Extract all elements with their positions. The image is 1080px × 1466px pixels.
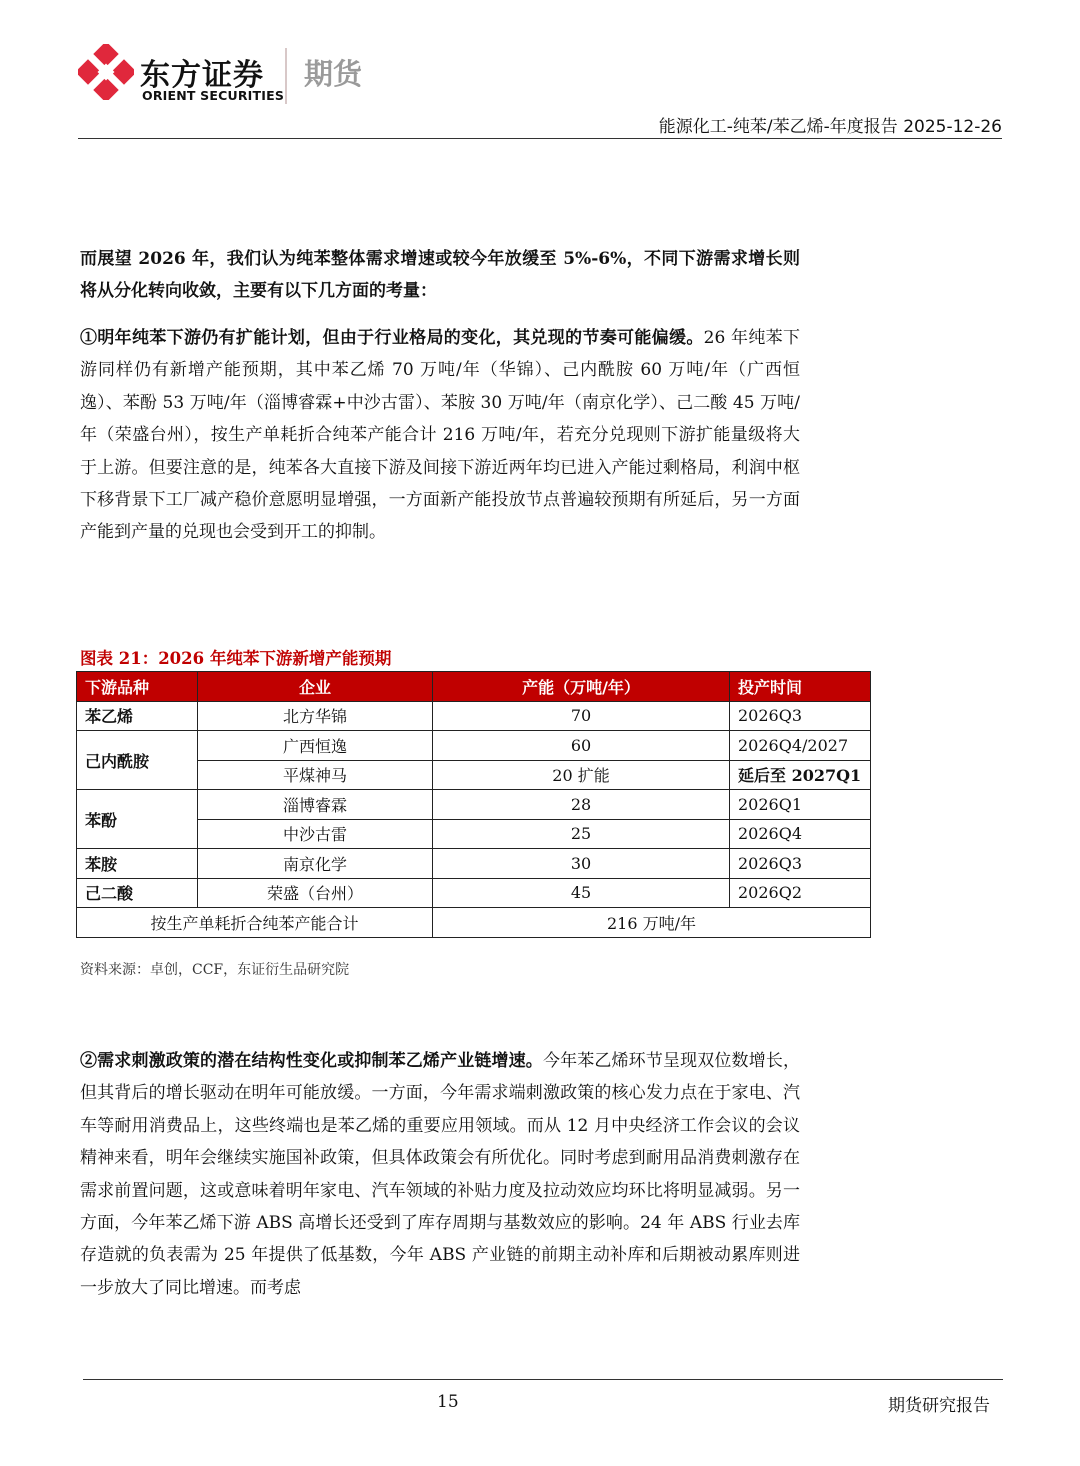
point2-body: 今年苯乙烯环节呈现双位数增长，但其背后的增长驱动在明年可能放缓。一方面，今年需求端刺激政策的核心发力点在于家电、汽车等耐用消费品上，这些终端也是苯乙烯的重要应用领域。而从 12 月中央经济工作会议的会议精神来看，明年会继续实施国补政策，但具体政策会有所优化。同时考虑到耐用品消费刺激存在需求前置问题，这或意味着明年家电、汽车领域的补贴力度及拉动效应均环比将明显减弱。另一方面，今年苯乙烯下游 ABS 高增长还受到了库存周期与基数效应的影响。24 年 ABS 行业去库存造就的负表需为 25 年提供了低基数，今年 ABS 产业链的前期主动补库和后期被动累库则进一步放大了同比增速。而考虑 bbox=[80, 1051, 801, 1298]
cell-capacity: 60 bbox=[433, 731, 730, 761]
report-title-line: 能源化工-纯苯/苯乙烯-年度报告 2025-12-26 bbox=[658, 117, 1002, 137]
brand-logo-icon bbox=[78, 44, 134, 100]
cell-capacity: 30 bbox=[433, 849, 730, 879]
cell-capacity: 45 bbox=[433, 878, 730, 908]
cell-category: 苯酚 bbox=[77, 790, 198, 849]
table-total-row bbox=[77, 908, 871, 938]
point2-lead: ②需求刺激政策的潜在结构性变化或抑制苯乙烯产业链增速。 bbox=[80, 1051, 543, 1071]
table-header-category: 下游品种 bbox=[77, 672, 198, 702]
page-number: 15 bbox=[437, 1392, 459, 1412]
brand-name-cn: 东方证券 bbox=[140, 58, 264, 93]
cell-capacity: 28 bbox=[433, 790, 730, 820]
table-row bbox=[77, 790, 871, 820]
intro-text: 而展望 2026 年，我们认为纯苯整体需求增速或较今年放缓至 5%-6%，不同下游需求增长则将从分化转向收敛，主要有以下几方面的考量： bbox=[80, 249, 800, 302]
logo-divider bbox=[285, 48, 287, 104]
footer-label: 期货研究报告 bbox=[888, 1396, 990, 1416]
cell-enterprise: 中沙古雷 bbox=[198, 819, 433, 849]
table-row bbox=[77, 849, 871, 879]
cell-enterprise: 广西恒逸 bbox=[198, 731, 433, 761]
footer-rule bbox=[83, 1379, 1003, 1380]
point2-paragraph bbox=[80, 1045, 800, 1304]
cell-time: 2026Q3 bbox=[730, 849, 871, 879]
table-header-capacity: 产能（万吨/年） bbox=[433, 672, 730, 702]
cell-capacity: 70 bbox=[433, 701, 730, 731]
table-row bbox=[77, 731, 871, 761]
table-header-time: 投产时间 bbox=[730, 672, 871, 702]
cell-category: 己二酸 bbox=[77, 878, 198, 908]
table-row bbox=[77, 701, 871, 731]
cell-capacity: 20 扩能 bbox=[433, 760, 730, 790]
cell-enterprise: 荣盛（台州） bbox=[198, 878, 433, 908]
figure-source: 资料来源：卓创，CCF，东证衍生品研究院 bbox=[80, 962, 350, 978]
cell-enterprise: 平煤神马 bbox=[198, 760, 433, 790]
cell-category: 苯乙烯 bbox=[77, 701, 198, 731]
header-rule bbox=[78, 138, 1002, 139]
table-header-row bbox=[77, 672, 871, 702]
cell-time: 2026Q1 bbox=[730, 790, 871, 820]
table-header-enterprise: 企业 bbox=[198, 672, 433, 702]
point1-body: 26 年纯苯下游同样仍有新增产能预期，其中苯乙烯 70 万吨/年（华锦）、己内酰胺 60 万吨/年（广西恒逸）、苯酚 53 万吨/年（淄博睿霖+中沙古雷）、苯胺 30 万吨/年（南京化学）、己二酸 45 万吨/年（荣盛台州），按生产单耗折合纯苯产能合计 216 万吨/年，若充分兑现则下游扩能量级将大于上游。但要注意的是，纯苯各大直接下游及间接下游近两年均已进入产能过剩格局，利润中枢下移背景下工厂减产稳价意愿明显增强，一方面新产能投放节点普遍较预期有所延后，另一方面产能到产量的兑现也会受到开工的抑制。 bbox=[80, 328, 800, 543]
cell-time: 2026Q4 bbox=[730, 819, 871, 849]
cell-enterprise: 淄博睿霖 bbox=[198, 790, 433, 820]
capacity-table bbox=[76, 671, 871, 938]
cell-enterprise: 南京化学 bbox=[198, 849, 433, 879]
brand-name-en: ORIENT SECURITIES bbox=[142, 88, 285, 103]
cell-time: 延后至 2027Q1 bbox=[730, 760, 871, 790]
cell-category: 己内酰胺 bbox=[77, 731, 198, 790]
total-label: 按生产单耗折合纯苯产能合计 bbox=[77, 908, 433, 938]
point1-lead: ①明年纯苯下游仍有扩能计划，但由于行业格局的变化，其兑现的节奏可能偏缓。 bbox=[80, 328, 704, 348]
point1-paragraph bbox=[80, 322, 800, 549]
table-row bbox=[77, 878, 871, 908]
cell-capacity: 25 bbox=[433, 819, 730, 849]
cell-time: 2026Q3 bbox=[730, 701, 871, 731]
division-label: 期货 bbox=[304, 57, 363, 91]
total-value: 216 万吨/年 bbox=[433, 908, 871, 938]
cell-enterprise: 北方华锦 bbox=[198, 701, 433, 731]
figure-title: 图表 21：2026 年纯苯下游新增产能预期 bbox=[80, 649, 392, 668]
intro-paragraph bbox=[80, 243, 800, 308]
cell-time: 2026Q4/2027 bbox=[730, 731, 871, 761]
cell-time: 2026Q2 bbox=[730, 878, 871, 908]
cell-category: 苯胺 bbox=[77, 849, 198, 879]
